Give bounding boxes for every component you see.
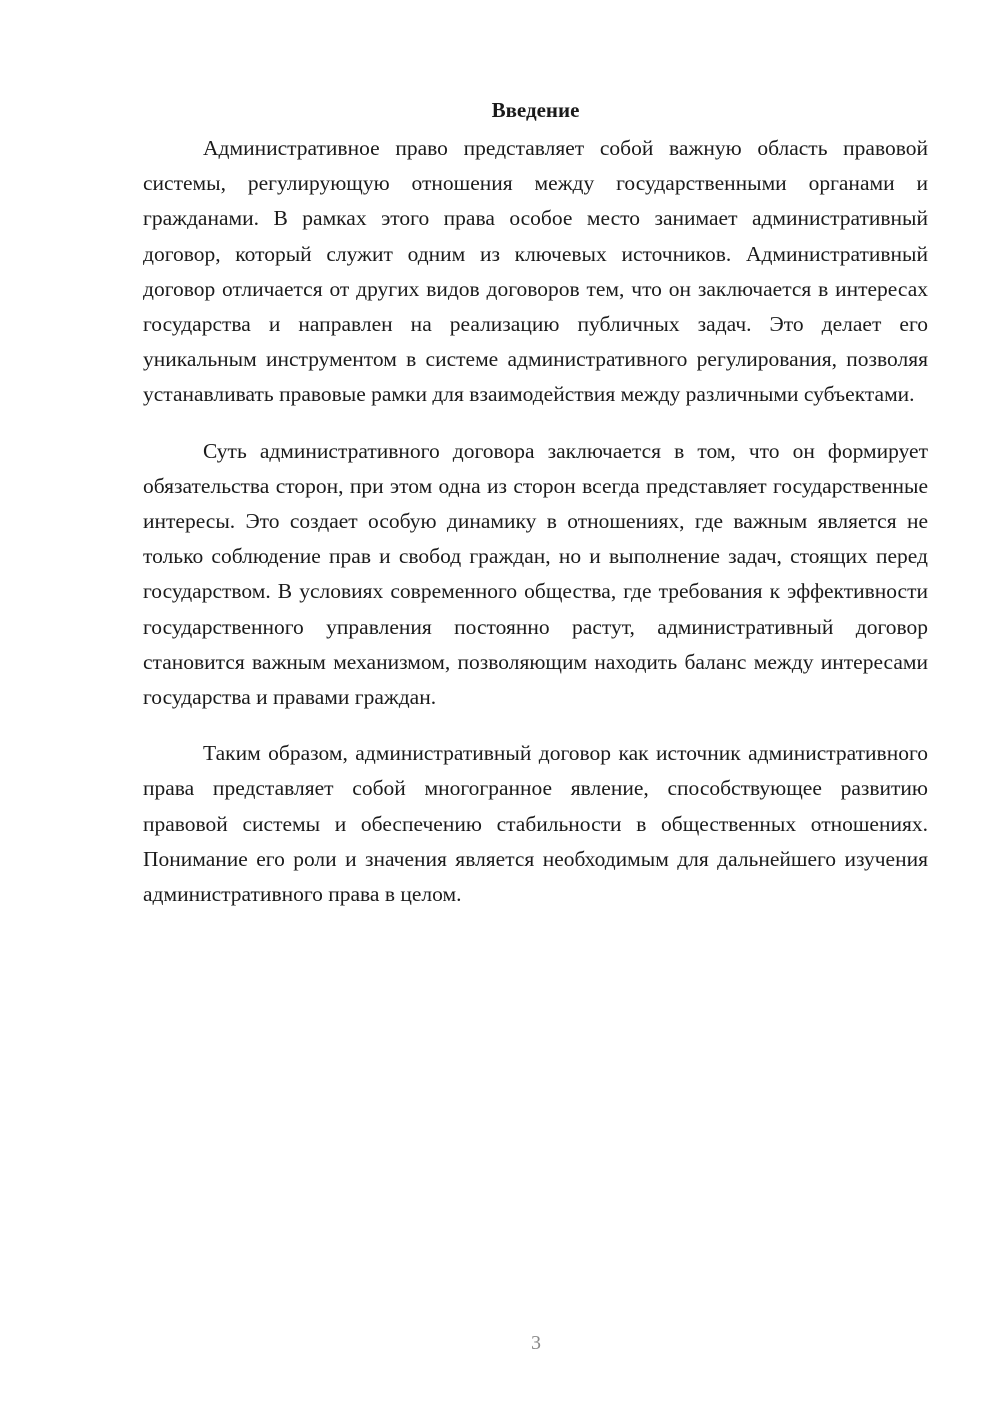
page-title: Введение bbox=[491, 98, 580, 122]
paragraph-1: Административное право представляет собой важную область правовой системы, регулирующую отношения между государственными органами и гражданами. В рамках этого права особое место занимает административный договор, который служит одним из ключевых источников. Административный договор отличается от других видов договоров тем, что он заключается в интересах государства и направлен на реализацию публичных задач. Это делает его уникальным инструментом в системе административного регулирования, позволяя устанавливать правовые рамки для взаимодействия между различными субъектами. bbox=[143, 136, 928, 407]
page-content bbox=[143, 95, 928, 912]
paragraph-2: Суть административного договора заключается в том, что он формирует обязательства сторон, при этом одна из сторон всегда представляет государственные интересы. Это создает особую динамику в отношениях, где важным является не только соблюдение прав и свобод граждан, но и выполнение задач, стоящих перед государством. В условиях современного общества, где требования к эффективности государственного управления постоянно растут, административный договор становится важным механизмом, позволяющим находить баланс между интересами государства и правами граждан. bbox=[143, 438, 928, 710]
page-number: 3 bbox=[531, 1332, 541, 1354]
paragraph-3: Таким образом, административный договор как источник административного права представляет собой многогранное явление, способствующее развитию правовой системы и обеспечению стабильности в общественных отношениях. Понимание его роли и значения является необходимым для дальнейшего изучения административного права в целом. bbox=[143, 741, 928, 907]
